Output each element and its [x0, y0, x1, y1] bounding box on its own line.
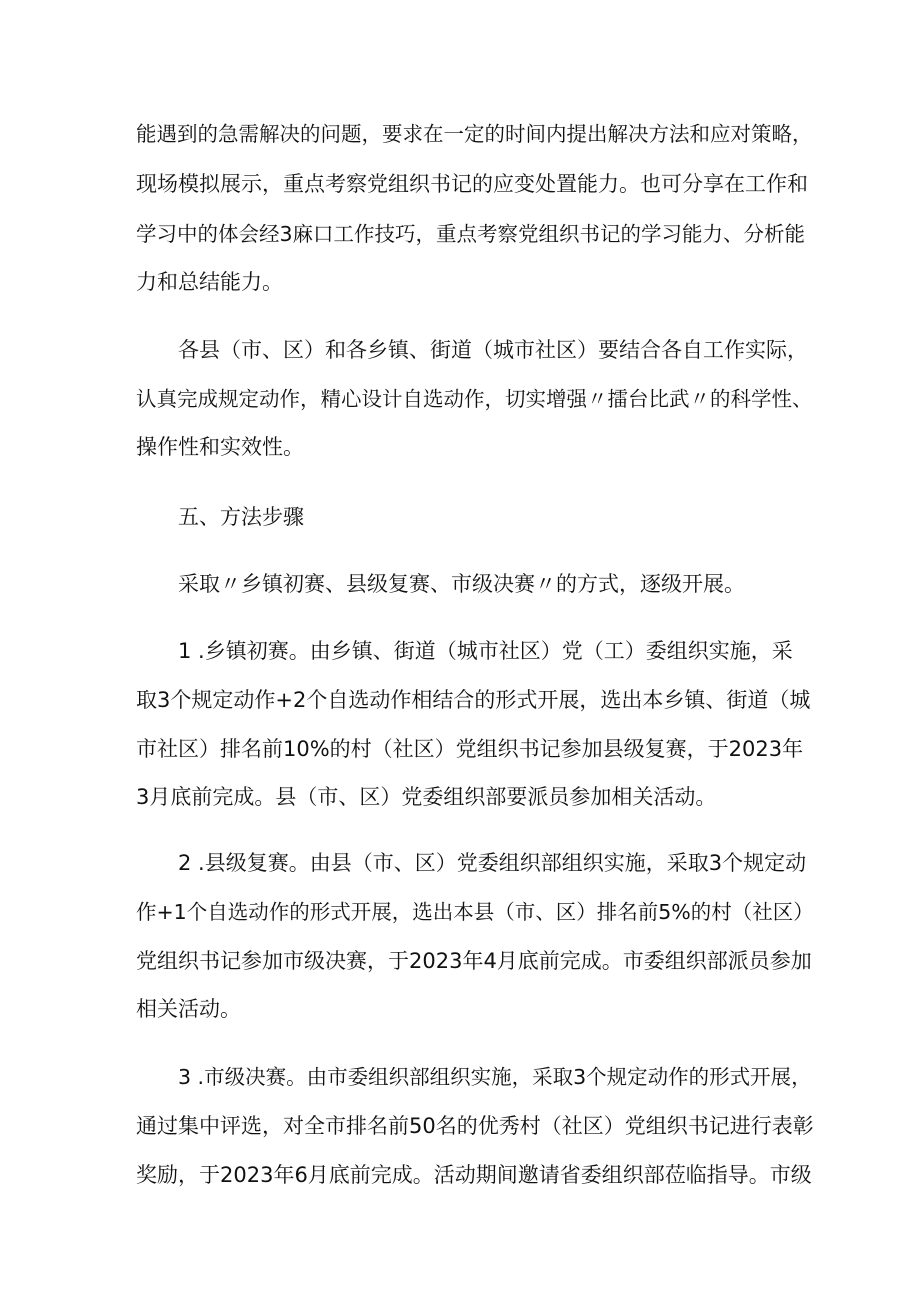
- item-1-line-2: 取3个规定动作+2个自选动作相结合的形式开展，选出本乡镇、街道（城: [136, 688, 811, 712]
- item-2-line-3: 党组织书记参加市级决赛，于2023年4月底前完成。市委组织部派员参加: [136, 949, 812, 973]
- paragraph-2-line-1: 各县（市、区）和各乡镇、街道（城市社区）要结合各自工作实际，: [178, 338, 808, 362]
- item-2-line-2: 作+1个自选动作的形式开展，选出本县（市、区）排名前5%的村（社区）: [136, 900, 814, 924]
- item-3-line-2: 通过集中评选，对全市排名前50名的优秀村（社区）党组织书记进行表彰: [136, 1114, 814, 1138]
- paragraph-3-line-1: 采取〃乡镇初赛、县级复赛、市级决赛〃的方式，逐级开展。: [178, 572, 745, 596]
- paragraph-2-line-2: 认真完成规定动作，精心设计自选动作，切实增强〃擂台比武〃的科学性、: [136, 387, 813, 411]
- item-3-line-3: 奖励，于2023年6月底前完成。活动期间邀请省委组织部莅临指导。市级: [136, 1163, 812, 1187]
- item-1-line-1: 1 .乡镇初赛。由乡镇、街道（城市社区）党（工）委组织实施，采: [178, 639, 793, 663]
- item-2-line-1: 2 .县级复赛。由县（市、区）党委组织部组织实施，采取3个规定动: [178, 851, 807, 875]
- section-heading: 五、方法步骤: [178, 505, 304, 529]
- paragraph-2-line-3: 操作性和实效性。: [136, 435, 304, 459]
- paragraph-1-line-1: 能遇到的急需解决的问题，要求在一定的时间内提出解决方法和应对策略，: [136, 122, 813, 146]
- paragraph-1-line-2: 现场模拟展示，重点考察党组织书记的应变处置能力。也可分享在工作和: [136, 172, 808, 196]
- paragraph-1-line-4: 力和总结能力。: [136, 270, 283, 294]
- paragraph-1-line-3: 学习中的体会经3麻口工作技巧，重点考察党组织书记的学习能力、分析能: [136, 222, 806, 246]
- item-1-line-4: 3月底前完成。县（市、区）党委组织部要派员参加相关活动。: [136, 785, 717, 809]
- item-1-line-3: 市社区）排名前10%的村（社区）党组织书记参加县级复赛，于2023年: [136, 737, 804, 761]
- item-3-line-1: 3 .市级决赛。由市委组织部组织实施，采取3个规定动作的形式开展，: [178, 1065, 812, 1089]
- item-2-line-4: 相关活动。: [136, 997, 241, 1021]
